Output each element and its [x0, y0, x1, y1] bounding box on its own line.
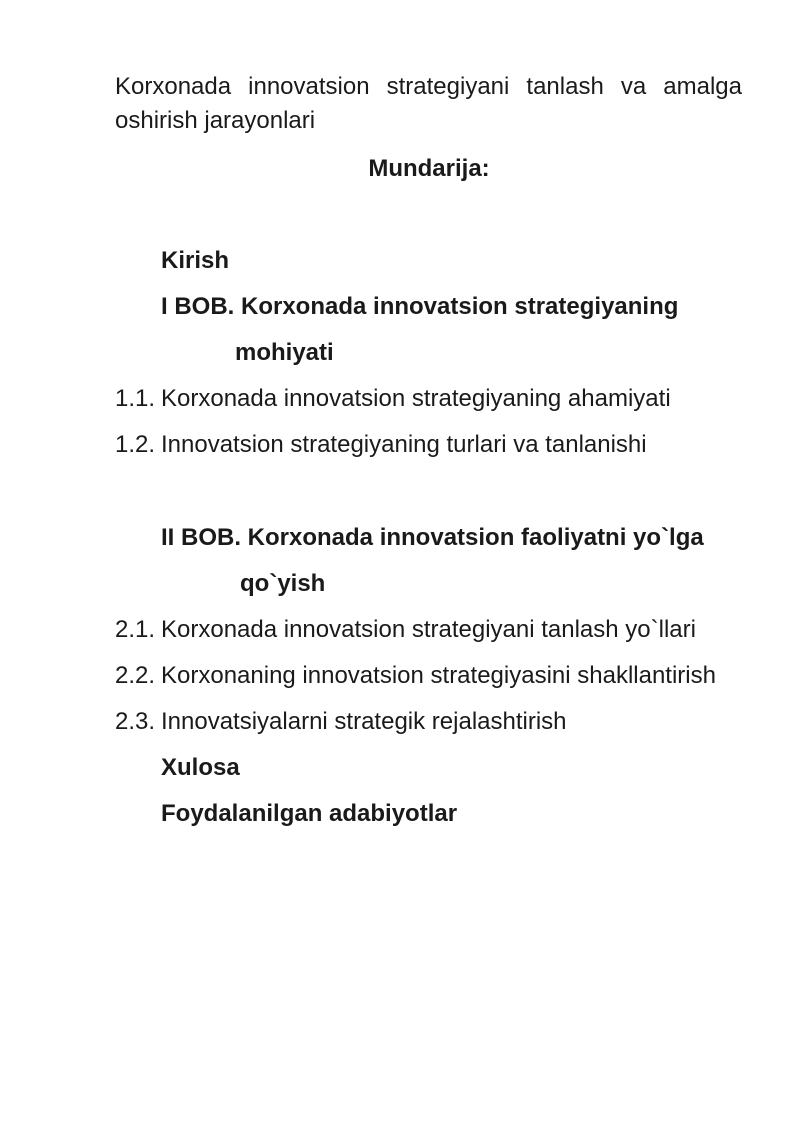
section-number: 1.1. [115, 385, 156, 412]
toc-entry-references: Foydalanilgan adabiyotlar [161, 800, 458, 827]
section-number: 2.1. [115, 616, 156, 643]
toc-chapter-2-title-cont: qo`yish [240, 570, 326, 597]
toc-chapter-1-title: I BOB. Korxonada innovatsion strategiyaning [161, 293, 679, 320]
section-number: 1.2. [115, 431, 156, 458]
toc-entry-intro: Kirish [161, 247, 230, 274]
document-title: Korxonada innovatsion strategiyani tanlash va amalga oshirish jarayonlari [115, 73, 742, 134]
toc-section-2-3 [115, 705, 567, 739]
section-title: Innovatsiyalarni strategik rejalashtirish [161, 708, 567, 735]
section-title: Korxonada innovatsion strategiyani tanlash yo`llari [161, 616, 696, 643]
section-number: 2.3. [115, 708, 156, 735]
toc-section-2-1 [115, 613, 696, 647]
toc-section-2-2 [115, 659, 716, 693]
section-number: 2.2. [115, 662, 156, 689]
section-title: Innovatsion strategiyaning turlari va tanlanishi [161, 431, 647, 458]
toc-heading: Mundarija: [368, 155, 490, 182]
toc-chapter-2-title: II BOB. Korxonada innovatsion faoliyatni yo`lga [161, 524, 704, 551]
toc-entry-conclusion: Xulosa [161, 754, 240, 781]
toc-section-1-2 [115, 428, 647, 462]
section-title: Korxonada innovatsion strategiyaning ahamiyati [161, 385, 671, 412]
toc-section-1-1 [115, 382, 671, 416]
toc-chapter-1-title-cont: mohiyati [235, 339, 334, 366]
section-title: Korxonaning innovatsion strategiyasini shakllantirish [161, 662, 716, 689]
